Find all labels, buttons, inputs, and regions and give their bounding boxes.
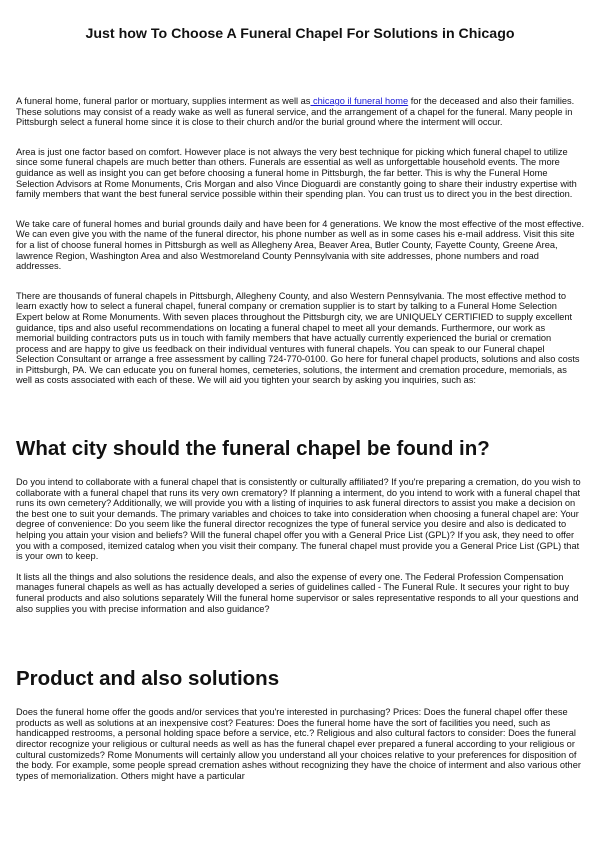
paragraph-price-list: It lists all the things and also solutions the residence deals, and also the expense of every one. The Federal Profession Compensation manages funeral chapels as well as has actually developed a series of guidelines called - The Funeral Rule. It secures your right to buy funeral products and also solutions separately Will the funeral home supervisor or sales representative responds to all your questions and also supplies you with precise information and also guidance? <box>16 571 579 614</box>
intro-paragraph <box>16 96 584 128</box>
paragraph-affiliation: Do you intend to collaborate with a funeral chapel that is consistently or culturally affiliated? If you're preparing a cremation, do you wish to collaborate with a funeral chapel that runs its very own crematory? If planning a interment, do you intend to work with a funeral chapel that runs its own cemetery? Additionally, we will provide you with a listing of inquiries to ask funeral directors to assist you make a decision on the best one to suit your demands. The primary variables and choices to take into consideration when choosing a funeral chapel are: Your degree of convenience: Do you seem like the funeral director recognizes the type of funeral service you desire and also is dedicated to helping you attain your vision and beliefs? Will the funeral chapel offer you with a General Price List (GPL)? If you ask, they need to offer you with a composed, itemized catalog when you visit their company. The funeral chapel must provide you a General Price List (GPL) that is your own to keep. <box>16 477 581 562</box>
page-title: Just how To Choose A Funeral Chapel For Solutions in Chicago <box>85 26 515 42</box>
paragraph-generations: We take care of funeral homes and burial grounds daily and have been for 4 generations. We know the most effective of the most effective. We can even give you with the name of the funeral director, his phone number as well as in some cases his e-mail address. Visit this site for a list of choose funeral homes in Pittsburgh as well as Allegheny Area, Beaver Area, Butler County, Fayette County, Greene Area, lawrence Region, Washington Area and also Westmoreland County Pennsylvania with site addresses, phone numbers and road addresses. <box>16 218 585 272</box>
intro-text-before: A funeral home, funeral parlor or mortuary, supplies interment as well as <box>16 96 311 106</box>
section-heading-city: What city should the funeral chapel be found in? <box>16 437 490 461</box>
intro-text-after: for the deceased and also their families. These solutions may consist of a ready wake as well as funeral service, and the arrangement of a chapel for the funeral. Many people in Pittsburgh select a funeral home since it is close to their church and/or the burial ground where the interment will occur. <box>16 96 575 128</box>
paragraph-location: Area is just one factor based on comfort. However place is not always the very best technique for picking which funeral chapel to utilize since some funeral chapels are much better than others. Funerals are essential as well as unforgettable household events. The more guidance as well as insight you can get before choosing a funeral home in Pittsburgh, the far better. This is why the Funeral Home Selection Advisors at Rome Monuments, Cris Morgan and also Vince Dioguardi are constantly going to share their industry expertise with family members that want the best funeral service possible within their spending plan. You can trust us to direct you in the best direction. <box>16 146 577 200</box>
section-heading-products: Product and also solutions <box>16 667 280 691</box>
paragraph-selection-expert: There are thousands of funeral chapels in Pittsburgh, Allegheny County, and also Western Pennsylvania. The most effective method to learn exactly how to select a funeral chapel, funeral company or cremation supplier is to start by talking to a Funeral Home Selection Expert below at Rome Monuments. With seven places throughout the Pittsburgh city, we are UNIQUELY CERTIFIED to supply excellent guidance, tips and also useful recommendations on locating a funeral chapel to meet all your demands. Furthermore, our work as memorial building contractors puts us in touch with family members that have actually currently experienced the burial or cremation process and are happy to give us feedback on their individual ventures with funeral chapels. You can speak to our Funeral chapel Selection Consultant or arrange a free assessment by calling 724-770-0100. Go here for funeral chapel products, solutions and also costs in Pittsburgh, PA. We can educate you on funeral homes, cemeteries, solutions, the interment and cremation procedure, memorials, as well as costs associated with each of these. We will aid you tighten your search by asking you inquiries, such as: <box>16 290 580 386</box>
funeral-home-link[interactable]: chicago il funeral home <box>310 96 409 106</box>
paragraph-products-services: Does the funeral home offer the goods and/or services that you're interested in purchasing? Prices: Does the funeral chapel offer these products as well as solutions at an inexpensive cost? Features: Does the funeral home have the sort of facilities you need, such as handicapped restrooms, a personal holding space before a service, etc.? Religious and also cultural factors to consider: Does the funeral director recognize your religious or cultural needs as well as has the funeral chapel ever prepared a funeral according to your religious or cultural customizeds? Rome Monuments will certainly allow you understand all your choices relative to your preferences for disposition of the body. For example, some people spread cremation ashes without recognizing they have the choice of interment and also various other types of memorialization. Others might have a particular <box>16 707 581 781</box>
